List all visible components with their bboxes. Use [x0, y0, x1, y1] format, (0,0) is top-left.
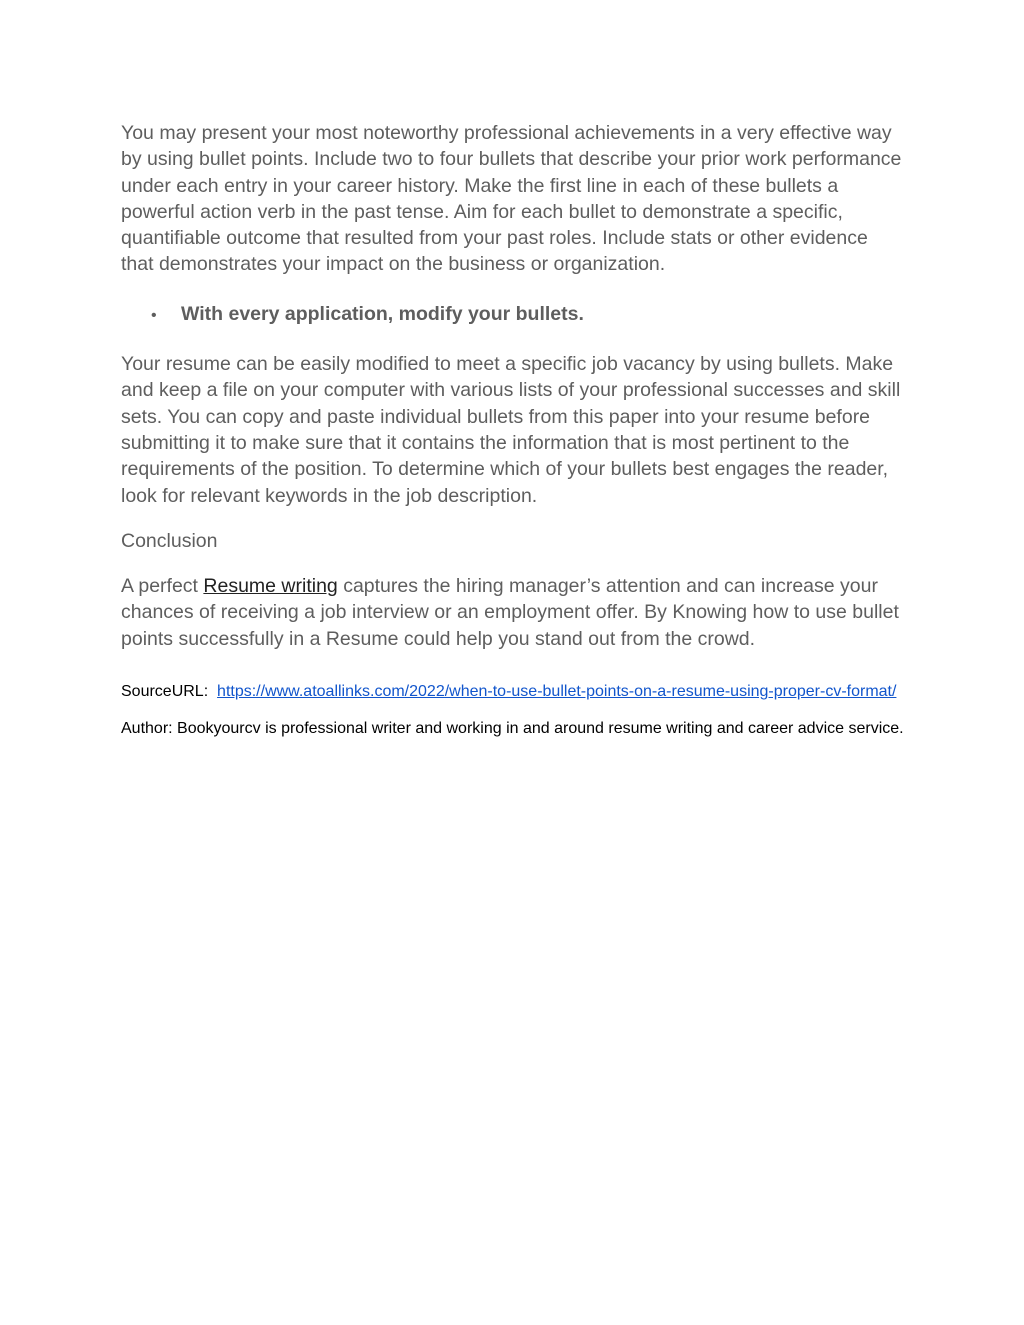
source-label: SourceURL:	[121, 683, 218, 701]
source-line	[121, 680, 905, 704]
bullet-item	[121, 301, 905, 329]
intro-paragraph: You may present your most noteworthy professional achievements in a very effective way by using bullet points. Include two to four bullets that describe your prior work performance under each entry in your career history. Make the first line in each of these bullets a powerful action verb in the past tense. Aim for each bullet to demonstrate a specific, quantifiable outcome that resulted from your past roles. Include stats or other evidence that demonstrates your impact on the business or organization.	[121, 122, 902, 276]
bullet-dot-icon: •	[151, 306, 157, 324]
source-url-link[interactable]: https://www.atoallinks.com/2022/when-to-use-bullet-points-on-a-resume-using-proper-cv-format/	[217, 683, 897, 701]
author-line: Author: Bookyourcv is professional writer and working in and around resume writing and career advice service.	[121, 720, 904, 738]
bullet-heading: With every application, modify your bullets.	[181, 302, 584, 325]
conclusion-heading: Conclusion	[121, 529, 218, 552]
modify-paragraph: Your resume can be easily modified to meet a specific job vacancy by using bullets. Make and keep a file on your computer with various lists of your professional successes and skill sets. You can copy and paste individual bullets from this paper into your resume before submitting it to make sure that it contains the information that is most pertinent to the requirements of the position. To determine which of your bullets best engages the reader, look for relevant keywords in the job description.	[121, 353, 901, 507]
resume-writing-link[interactable]: Resume writing	[203, 575, 338, 598]
conclusion-paragraph	[121, 573, 905, 652]
conclusion-text-start: A perfect	[121, 575, 204, 598]
conclusion-text-end: captures the hiring manager’s attention and can increase your chances of receiving a job interview or an employment offer. By Knowing how to use bullet points successfully in a Resume could help you stand out from the crowd.	[121, 575, 899, 650]
document-page	[121, 120, 905, 741]
